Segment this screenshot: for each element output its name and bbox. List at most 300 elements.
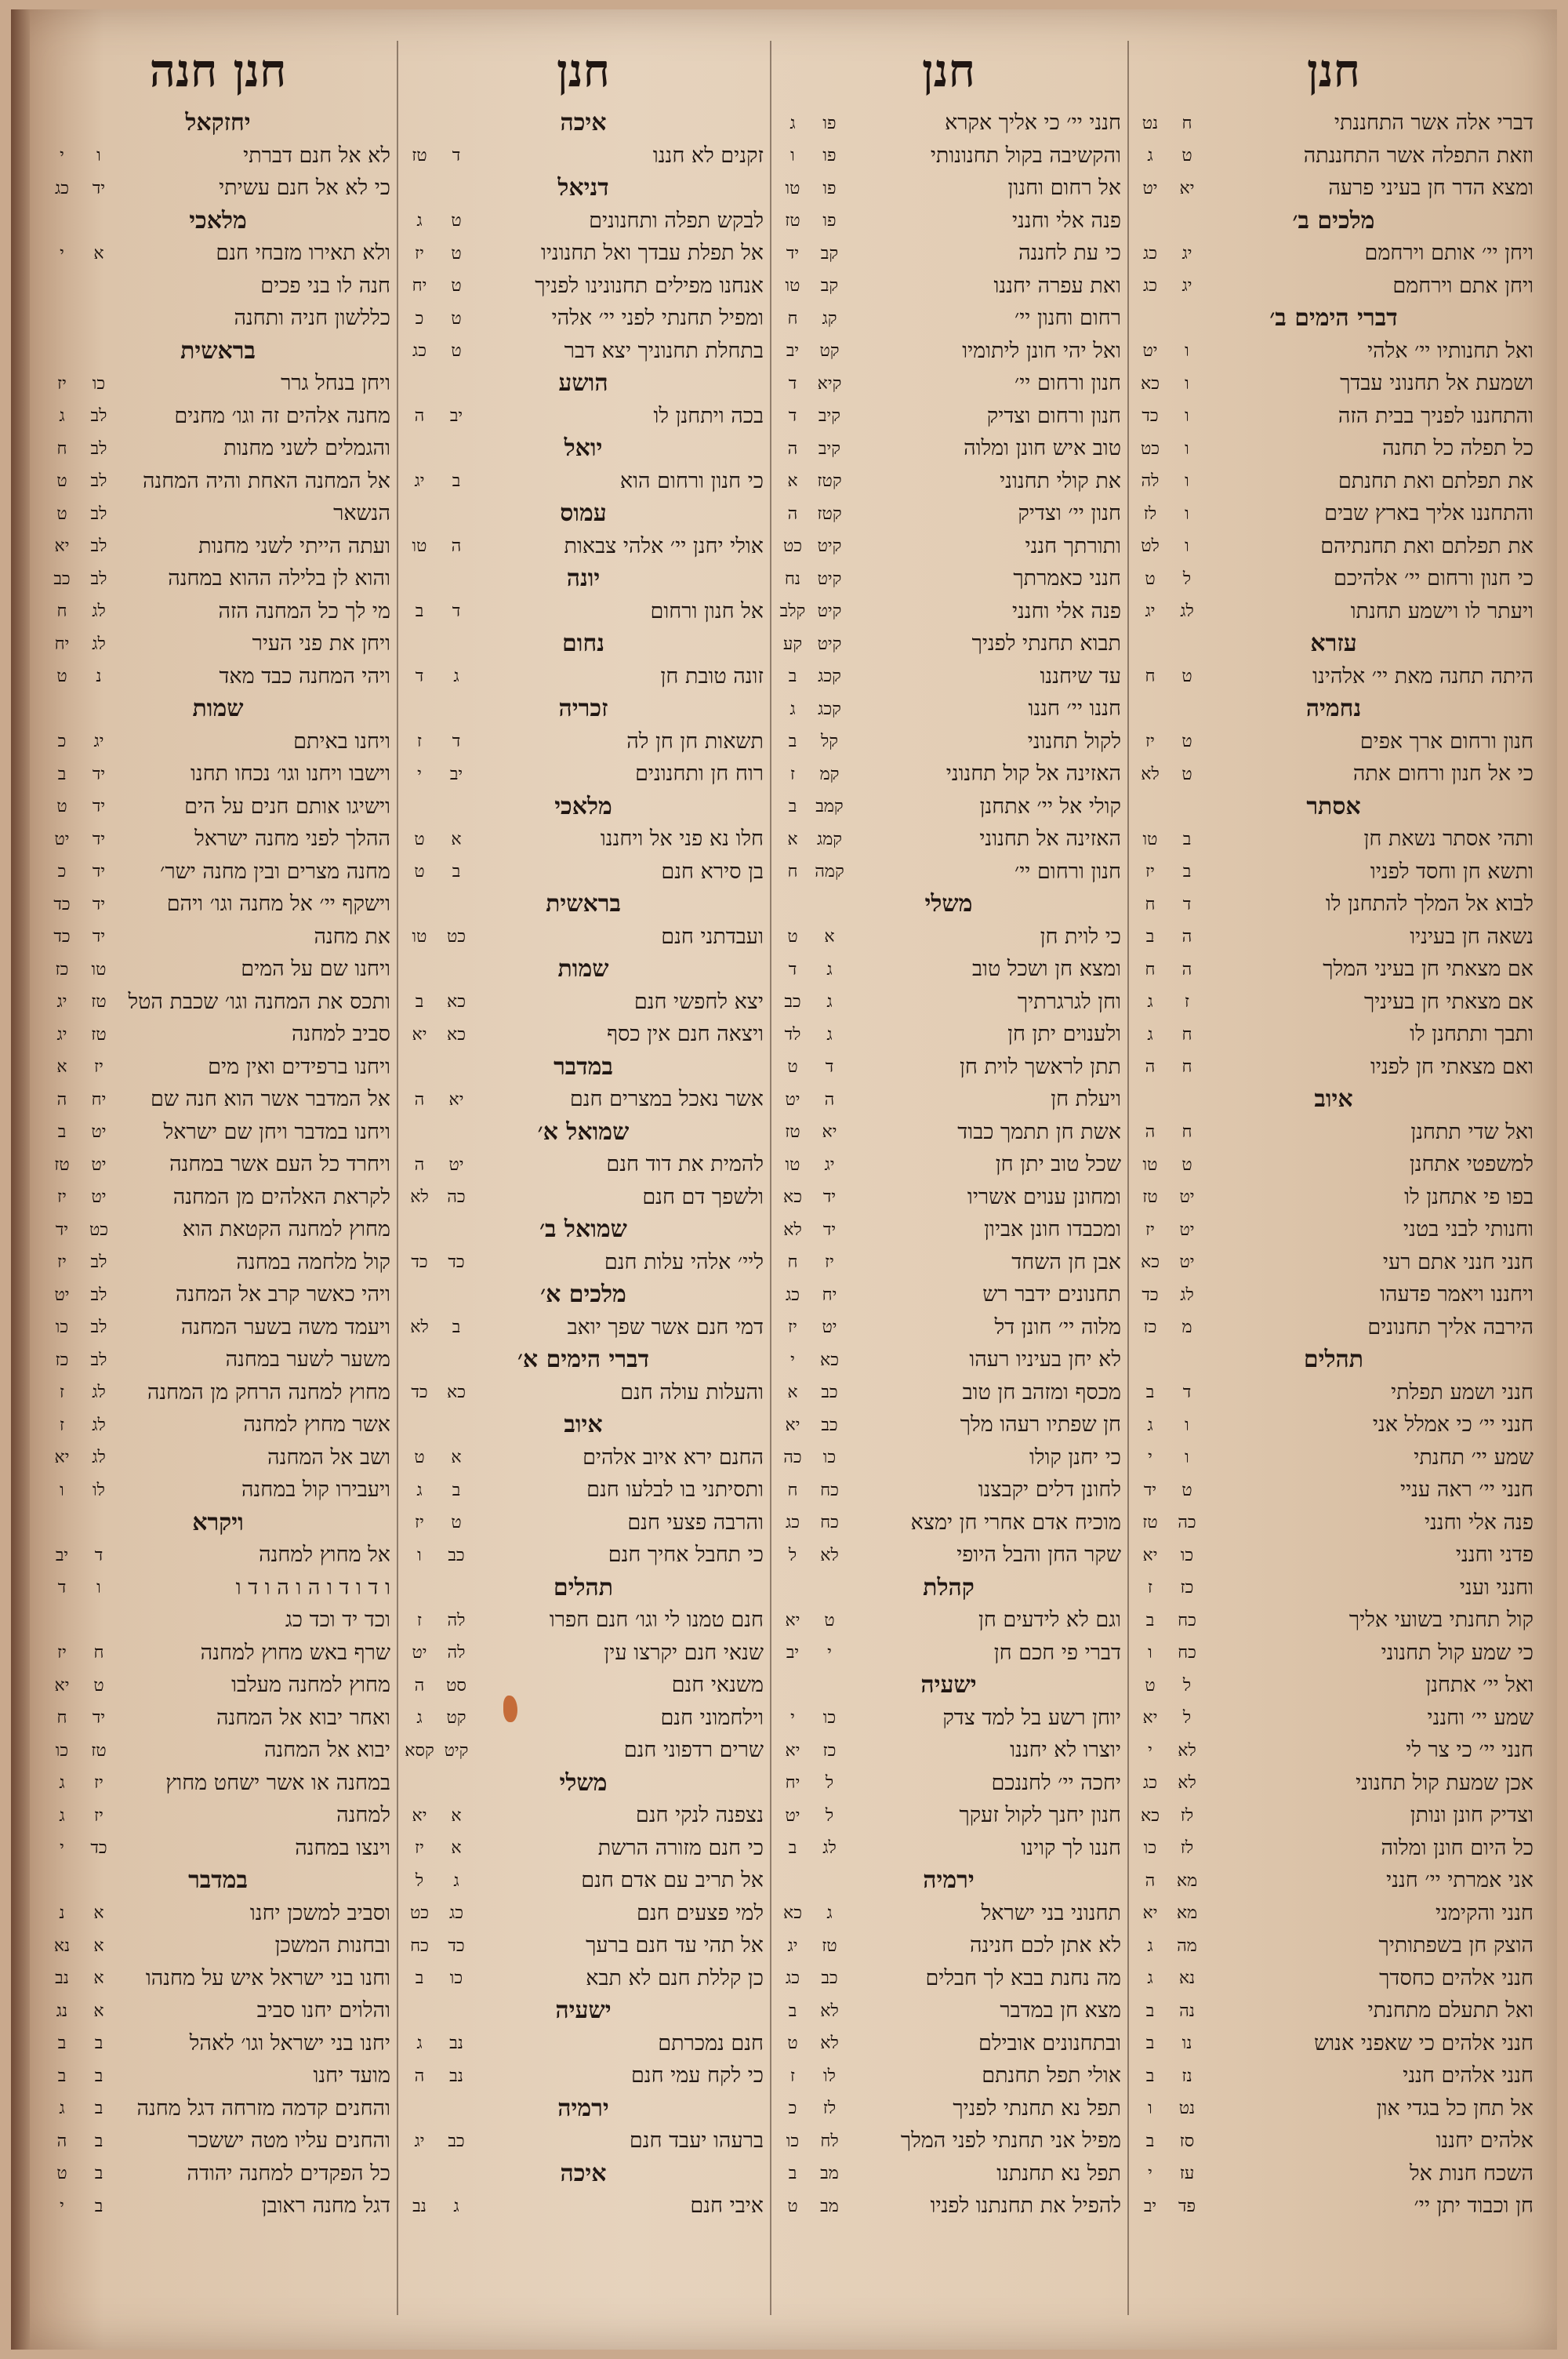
entry-text: איכה	[560, 109, 607, 137]
chapter-number: ל	[825, 1805, 834, 1826]
chapter-number: יט	[1179, 1219, 1195, 1240]
verse-number: ה	[414, 406, 425, 427]
entry-text: והקשיבה בקול תחנונותי	[930, 143, 1121, 168]
entry-text: הירבה אליך תחנונים	[1367, 1314, 1534, 1339]
verse-number: ב	[788, 797, 797, 817]
verse-number: ב	[57, 1122, 67, 1143]
entry-text: למחנה	[336, 1803, 390, 1828]
chapter-number: כד	[448, 1252, 465, 1273]
verse-number: לה	[1141, 471, 1160, 492]
concordance-entry	[776, 2027, 1121, 2060]
entry-text: יבוא אל המחנה	[263, 1738, 390, 1763]
book-heading	[1134, 1343, 1534, 1376]
entry-text: במחנה או אשר ישחט מחוץ	[165, 1770, 390, 1795]
verse-number: ח	[1145, 959, 1156, 980]
concordance-entry	[403, 1897, 764, 1930]
chapter-number: יט	[1179, 1252, 1195, 1273]
chapter-number: יב	[449, 764, 463, 784]
chapter-number: ו	[1185, 341, 1189, 362]
concordance-entry	[403, 140, 764, 173]
chapter-number: לח	[820, 2131, 839, 2151]
chapter-number: מא	[1176, 1903, 1198, 1924]
entry-text: ושב אל המחנה	[267, 1445, 390, 1470]
entry-text: ברעהו יעבד חנם	[629, 2128, 764, 2154]
concordance-entry	[403, 1474, 764, 1507]
chapter-number: קטז	[817, 471, 842, 492]
verse-number: כג	[54, 178, 69, 198]
chapter-number: יז	[94, 1773, 103, 1794]
chapter-number: פו	[822, 178, 837, 198]
verse-number: לא	[783, 1219, 802, 1240]
verse-number: ב	[1145, 927, 1155, 947]
concordance-entry	[403, 302, 764, 335]
entry-text: הנשאר	[333, 501, 390, 526]
entry-text: מחנה מצרים ובין מחנה ישר׳	[160, 859, 390, 884]
chapter-number: א	[451, 829, 462, 849]
verse-number: ו	[790, 146, 795, 166]
concordance-entry	[45, 270, 390, 303]
verse-number: יא	[785, 1415, 800, 1435]
chapter-number: כו	[1180, 1545, 1194, 1565]
entry-text: ויחן את פני העיר	[252, 631, 390, 656]
verse-number: ז	[416, 1610, 423, 1630]
chapter-number: ב	[94, 2164, 103, 2184]
entry-text: יצא לחפשי חנם	[633, 989, 764, 1014]
entry-text: ומצא הדר חן בעיני פרעה	[1328, 176, 1534, 201]
chapter-number: יד	[92, 1708, 106, 1728]
entry-text: רוח חן ותחנונים	[635, 761, 764, 787]
concordance-entry	[45, 791, 390, 823]
chapter-number: ח	[1181, 1122, 1192, 1143]
entry-text: ולא תאירו מזבחי חנם	[216, 241, 390, 266]
concordance-entry	[403, 465, 764, 498]
entry-text: עמוס	[560, 500, 607, 528]
entry-text: כי חנם מזורה הרשת	[597, 1835, 764, 1860]
entry-text: מפיל אני תחנתי לפני המלך	[900, 2128, 1121, 2154]
concordance-entry	[776, 432, 1121, 465]
verse-number: יג	[1145, 602, 1156, 622]
verse-number: כד	[1142, 406, 1159, 427]
entry-text: את קולי תחנוני	[1000, 468, 1121, 493]
entry-text: השכח חנות אל	[1410, 2161, 1534, 2186]
concordance-entry	[776, 2092, 1121, 2125]
concordance-entry	[776, 921, 1121, 954]
column-4	[45, 41, 390, 2331]
concordance-entry	[776, 1311, 1121, 1344]
chapter-number: קל	[820, 732, 839, 752]
entry-text: אל רחום וחנון	[1007, 176, 1121, 201]
entry-text: ומפיל תחנתי לפני יי׳ אלהי	[551, 306, 764, 331]
entry-text: וחנותי לבני בטני	[1403, 1217, 1534, 1242]
verse-number: כא	[1141, 1805, 1160, 1826]
concordance-entry	[776, 1994, 1121, 2027]
chapter-number: לג	[92, 1448, 106, 1468]
concordance-entry	[45, 1539, 390, 1572]
column-divider	[397, 41, 398, 2315]
entry-text: מחוץ למחנה מעלבו	[231, 1673, 390, 1698]
concordance-entry	[403, 1962, 764, 1995]
chapter-number: כד	[448, 1936, 465, 1956]
chapter-number: מה	[1177, 1936, 1197, 1956]
book-heading	[403, 367, 764, 400]
entry-text: ירמיה	[557, 2094, 609, 2122]
entry-text: והחנים עליו מטה יששכר	[187, 2128, 390, 2154]
concordance-entry	[1134, 2059, 1534, 2092]
verse-number: ז	[789, 2066, 796, 2086]
concordance-entry	[45, 172, 390, 205]
verse-number: ג	[1147, 146, 1153, 166]
entry-text: זקנים לא חננו	[652, 143, 764, 168]
verse-number: יז	[1145, 1219, 1155, 1240]
verse-number: ב	[1145, 2131, 1155, 2151]
verse-number: יא	[1142, 1903, 1158, 1924]
entry-text: טוב איש חונן ומלוה	[964, 436, 1121, 461]
concordance-entry	[45, 2125, 390, 2157]
concordance-entry	[776, 1343, 1121, 1376]
entry-text: אשת חן תתמך כבוד	[957, 1119, 1121, 1144]
verse-number: ט	[787, 2034, 798, 2054]
chapter-number: לב	[90, 406, 107, 427]
concordance-entry	[776, 1051, 1121, 1084]
verse-number: טז	[785, 1122, 800, 1143]
chapter-number: קיב	[818, 438, 841, 459]
chapter-number: יז	[825, 1252, 834, 1273]
verse-number: טז	[1142, 1513, 1158, 1533]
chapter-number: טז	[91, 1740, 107, 1761]
concordance-entry	[776, 627, 1121, 660]
chapter-number: א	[93, 2001, 104, 2021]
entry-text: ובחנות המשכן	[274, 1933, 390, 1958]
chapter-number: יח	[91, 1089, 107, 1110]
column-heading: חנן	[922, 44, 975, 97]
verse-number: יז	[57, 1252, 67, 1273]
column-2	[776, 41, 1121, 2331]
concordance-entry	[776, 2190, 1121, 2223]
verse-number: ו	[1148, 2099, 1152, 2119]
chapter-number: קיב	[818, 406, 841, 427]
book-heading	[403, 888, 764, 921]
chapter-number: ח	[1181, 113, 1192, 133]
verse-number: כא	[1141, 1252, 1160, 1273]
entry-text: ויחנו ברפידים ואין מים	[208, 1054, 390, 1079]
verse-number: ב	[1145, 1383, 1155, 1403]
column-3	[403, 41, 764, 2331]
concordance-entry	[45, 953, 390, 986]
concordance-entry	[1134, 140, 1534, 173]
concordance-entry	[403, 1864, 764, 1897]
entry-text: אנחנו מפילים תחנונינו לפניך	[535, 273, 764, 298]
book-heading	[403, 1213, 764, 1246]
entry-text: חנם טמנו לי וגו׳ חנם חפרו	[549, 1608, 764, 1633]
chapter-number: ל	[1182, 1675, 1192, 1696]
entry-text: וסביב למשכן יחנו	[249, 1900, 390, 1925]
verse-number: י	[1148, 1448, 1152, 1468]
verse-number: כא	[1141, 373, 1160, 394]
book-heading	[776, 1572, 1121, 1605]
chapter-number: פד	[1178, 2196, 1196, 2216]
concordance-entry	[45, 2059, 390, 2092]
concordance-entry	[1134, 1116, 1534, 1149]
entry-text: ובתחנונים אובילם	[978, 2030, 1121, 2055]
book-spine	[11, 9, 30, 2350]
verse-number: כד	[1142, 1285, 1159, 1305]
chapter-number: פו	[822, 113, 837, 133]
concordance-entry	[776, 1734, 1121, 1767]
verse-number: ה	[1145, 1870, 1156, 1891]
entry-text: דגל מחנה ראובן	[261, 2194, 390, 2219]
verse-number: יא	[1142, 1545, 1158, 1565]
entry-text: שנאי חנם יקרצו עין	[604, 1640, 764, 1665]
entry-text: יחנו בני ישראל וגו׳ לאהל	[189, 2030, 390, 2055]
chapter-number: כו	[449, 1968, 463, 1989]
verse-number: ח	[56, 602, 67, 622]
entry-text: איכה	[560, 2159, 607, 2187]
chapter-number: ט	[451, 243, 462, 264]
book-heading	[403, 432, 764, 465]
entry-text: ולענוים יתן חן	[1007, 1022, 1121, 1047]
entry-text: מצא חן במדבר	[1000, 1998, 1121, 2023]
chapter-number: נז	[1181, 2066, 1192, 2086]
verse-number: כז	[1143, 1318, 1157, 1338]
verse-number: יט	[1142, 178, 1158, 198]
chapter-number: כה	[447, 1187, 466, 1208]
chapter-number: לב	[90, 1350, 107, 1370]
entry-text: וגם לא לידעים חן	[978, 1608, 1121, 1633]
entry-text: לקראת האלהים מן המחנה	[172, 1184, 390, 1209]
concordance-entry	[403, 823, 764, 856]
book-heading	[1134, 627, 1534, 660]
entry-text: שמע יי׳ וחנני	[1427, 1705, 1534, 1730]
chapter-number: קיט	[444, 1740, 469, 1761]
concordance-entry	[45, 1051, 390, 1084]
entry-text: ואל שדי תתחנן	[1410, 1119, 1534, 1144]
concordance-entry	[403, 1637, 764, 1670]
entry-text: מכסף ומזהב חן טוב	[962, 1379, 1121, 1405]
concordance-entry	[776, 1246, 1121, 1279]
concordance-entry	[776, 1832, 1121, 1865]
chapter-number: יט	[91, 1187, 107, 1208]
verse-number: טו	[785, 1154, 800, 1175]
verse-number: טז	[54, 1154, 70, 1175]
concordance-entry	[45, 1897, 390, 1930]
concordance-entry	[776, 270, 1121, 303]
concordance-entry	[776, 660, 1121, 693]
book-heading	[403, 1572, 764, 1605]
concordance-entry	[1134, 1637, 1534, 1670]
concordance-entry	[1134, 823, 1534, 856]
chapter-number: לא	[820, 1545, 839, 1565]
concordance-entry	[403, 1702, 764, 1735]
entry-text: ואחר יבוא אל המחנה	[216, 1705, 390, 1730]
entry-text: ויחן יי׳ אותם וירחמם	[1364, 241, 1534, 266]
verse-number: ט	[1145, 569, 1156, 589]
chapter-number: ו	[1185, 406, 1189, 427]
entry-text: שקר החן והבל היופי	[956, 1543, 1121, 1568]
chapter-number: ב	[94, 2131, 103, 2151]
concordance-entry	[45, 1572, 390, 1605]
verse-number: טו	[1142, 829, 1158, 849]
entry-text: מלוה יי׳ חונן דל	[994, 1314, 1121, 1339]
verse-number: לט	[1141, 536, 1160, 557]
concordance-entry	[1134, 1441, 1534, 1474]
entry-text: והגמלים לשני מחנות	[223, 436, 390, 461]
concordance-entry	[45, 2092, 390, 2125]
book-heading	[45, 692, 390, 725]
book-heading	[45, 1507, 390, 1539]
chapter-number: קיט	[817, 569, 842, 589]
concordance-entry	[403, 1181, 764, 1214]
concordance-entry	[45, 1734, 390, 1767]
chapter-number: יז	[94, 1057, 103, 1078]
entry-text: חן שפתיו רעהו מלך	[960, 1412, 1121, 1438]
concordance-entry	[403, 1929, 764, 1962]
chapter-number: ד	[94, 1545, 103, 1565]
entry-text: ויחננו ויאמר פדעהו	[1380, 1282, 1534, 1307]
chapter-number: יד	[92, 764, 106, 784]
column-heading: חנן	[1307, 44, 1360, 97]
chapter-number: כו	[822, 1708, 837, 1728]
entry-text: סביב למחנה	[292, 1022, 390, 1047]
entry-text: מחוץ למחנה הרחק מן המחנה	[147, 1379, 390, 1405]
concordance-entry	[45, 1637, 390, 1670]
verse-number: יא	[412, 1024, 427, 1045]
verse-number: ו	[417, 1545, 422, 1565]
verse-number: ו	[1148, 1643, 1152, 1663]
column-1	[1134, 41, 1534, 2331]
concordance-entry	[776, 595, 1121, 628]
verse-number: ב	[415, 1968, 424, 1989]
chapter-number: קמב	[815, 797, 844, 817]
entry-text: ויהי המחנה כבד מאד	[219, 663, 390, 689]
ink-stain	[503, 1696, 517, 1722]
chapter-number: יג	[1181, 276, 1192, 296]
book-heading	[776, 1669, 1121, 1702]
chapter-number: קיט	[817, 634, 842, 654]
entry-text: כי עת לחננה	[1018, 241, 1121, 266]
verse-number: יג	[56, 992, 67, 1012]
verse-number: ג	[1147, 992, 1153, 1012]
concordance-entry	[45, 237, 390, 270]
book-heading	[403, 172, 764, 205]
book-heading	[403, 1343, 764, 1376]
concordance-entry	[776, 302, 1121, 335]
chapter-number: א	[93, 243, 104, 264]
verse-number: ה	[56, 2131, 67, 2151]
concordance-entry	[776, 562, 1121, 595]
concordance-entry	[403, 335, 764, 368]
entry-text: חננו יי׳ חננו	[1028, 696, 1121, 722]
concordance-entry	[403, 1507, 764, 1539]
concordance-entry	[1134, 1474, 1534, 1507]
verse-number: א	[787, 1383, 798, 1403]
chapter-number: ד	[1182, 1383, 1192, 1403]
concordance-entry	[776, 2059, 1121, 2092]
chapter-number: יט	[822, 1318, 837, 1338]
chapter-number: נב	[449, 2066, 463, 2086]
concordance-entry	[403, 270, 764, 303]
verse-number: נב	[412, 2196, 426, 2216]
entry-text: שמות	[192, 695, 244, 723]
entry-text: יואל	[564, 434, 603, 463]
verse-number: יז	[57, 373, 67, 394]
entry-text: אם מצאתי חן בעיניך	[1363, 989, 1534, 1014]
concordance-entry	[45, 400, 390, 433]
book-heading	[403, 692, 764, 725]
verse-number: ו	[60, 1480, 64, 1500]
concordance-entry	[776, 1018, 1121, 1051]
verse-number: י	[790, 1708, 795, 1728]
entry-text: והתחננו אליך בארץ שבים	[1324, 501, 1534, 526]
chapter-number: לז	[1180, 1805, 1194, 1826]
verse-number: ג	[416, 211, 423, 231]
concordance-entry	[45, 367, 390, 400]
verse-number: ב	[1145, 2001, 1155, 2021]
chapter-number: כא	[447, 1024, 466, 1045]
verse-number: טו	[1142, 1154, 1158, 1175]
concordance-entry	[45, 1181, 390, 1214]
entry-text: יוצרו לא יחננו	[1010, 1738, 1121, 1763]
chapter-number: כא	[447, 992, 466, 1012]
verse-number: ט	[56, 2164, 67, 2184]
verse-number: טז	[412, 146, 427, 166]
concordance-entry	[45, 2190, 390, 2223]
chapter-number: כט	[446, 927, 466, 947]
entry-text: ויחן בנחל גרר	[281, 371, 390, 396]
entry-text: אל מחוץ למחנה	[259, 1543, 390, 1568]
verse-number: ב	[1145, 2066, 1155, 2086]
entry-list	[1134, 107, 1534, 2223]
entry-text: יחכה יי׳ לחננכם	[991, 1770, 1121, 1795]
chapter-number: יד	[92, 927, 106, 947]
book-heading	[403, 497, 764, 530]
entry-text: כי חנון ורחום יי׳ אלהיכם	[1334, 566, 1534, 591]
entry-text: תפל נא תחנתנו	[996, 2161, 1121, 2186]
concordance-entry	[1134, 1799, 1534, 1832]
concordance-entry	[45, 627, 390, 660]
chapter-number: יט	[91, 1154, 107, 1175]
concordance-entry	[1134, 1832, 1534, 1865]
entry-text: מה נחנת בבא לך חבלים	[925, 1965, 1121, 1990]
chapter-number: ג	[826, 992, 833, 1012]
chapter-number: לג	[92, 602, 106, 622]
book-heading	[403, 1994, 764, 2027]
entry-text: קולי אל יי׳ אתחנן	[979, 794, 1121, 819]
concordance-entry	[403, 1376, 764, 1409]
verse-number: יא	[54, 1448, 70, 1468]
chapter-number: כז	[1180, 1578, 1194, 1598]
chapter-number: ט	[1181, 667, 1192, 687]
verse-number: יב	[55, 1545, 69, 1565]
chapter-number: ו	[1185, 1415, 1189, 1435]
concordance-entry	[1134, 1051, 1534, 1084]
concordance-entry	[45, 1767, 390, 1800]
chapter-number: כח	[1178, 1643, 1196, 1663]
verse-number: כג	[785, 1285, 800, 1305]
concordance-entry	[45, 1116, 390, 1149]
concordance-entry	[1134, 1767, 1534, 1800]
entry-text: מלכים ב׳	[1292, 206, 1375, 234]
verse-number: טו	[785, 178, 800, 198]
entry-text: פנה אלי וחנני	[1011, 208, 1121, 233]
verse-number: טז	[1142, 1187, 1158, 1208]
verse-number: נא	[53, 1936, 71, 1956]
concordance-entry	[403, 1311, 764, 1344]
chapter-number: מ	[1181, 1318, 1192, 1338]
concordance-entry	[1134, 888, 1534, 921]
chapter-number: יג	[1181, 243, 1192, 264]
verse-number: כה	[783, 1448, 802, 1468]
verse-number: לד	[784, 1024, 801, 1045]
